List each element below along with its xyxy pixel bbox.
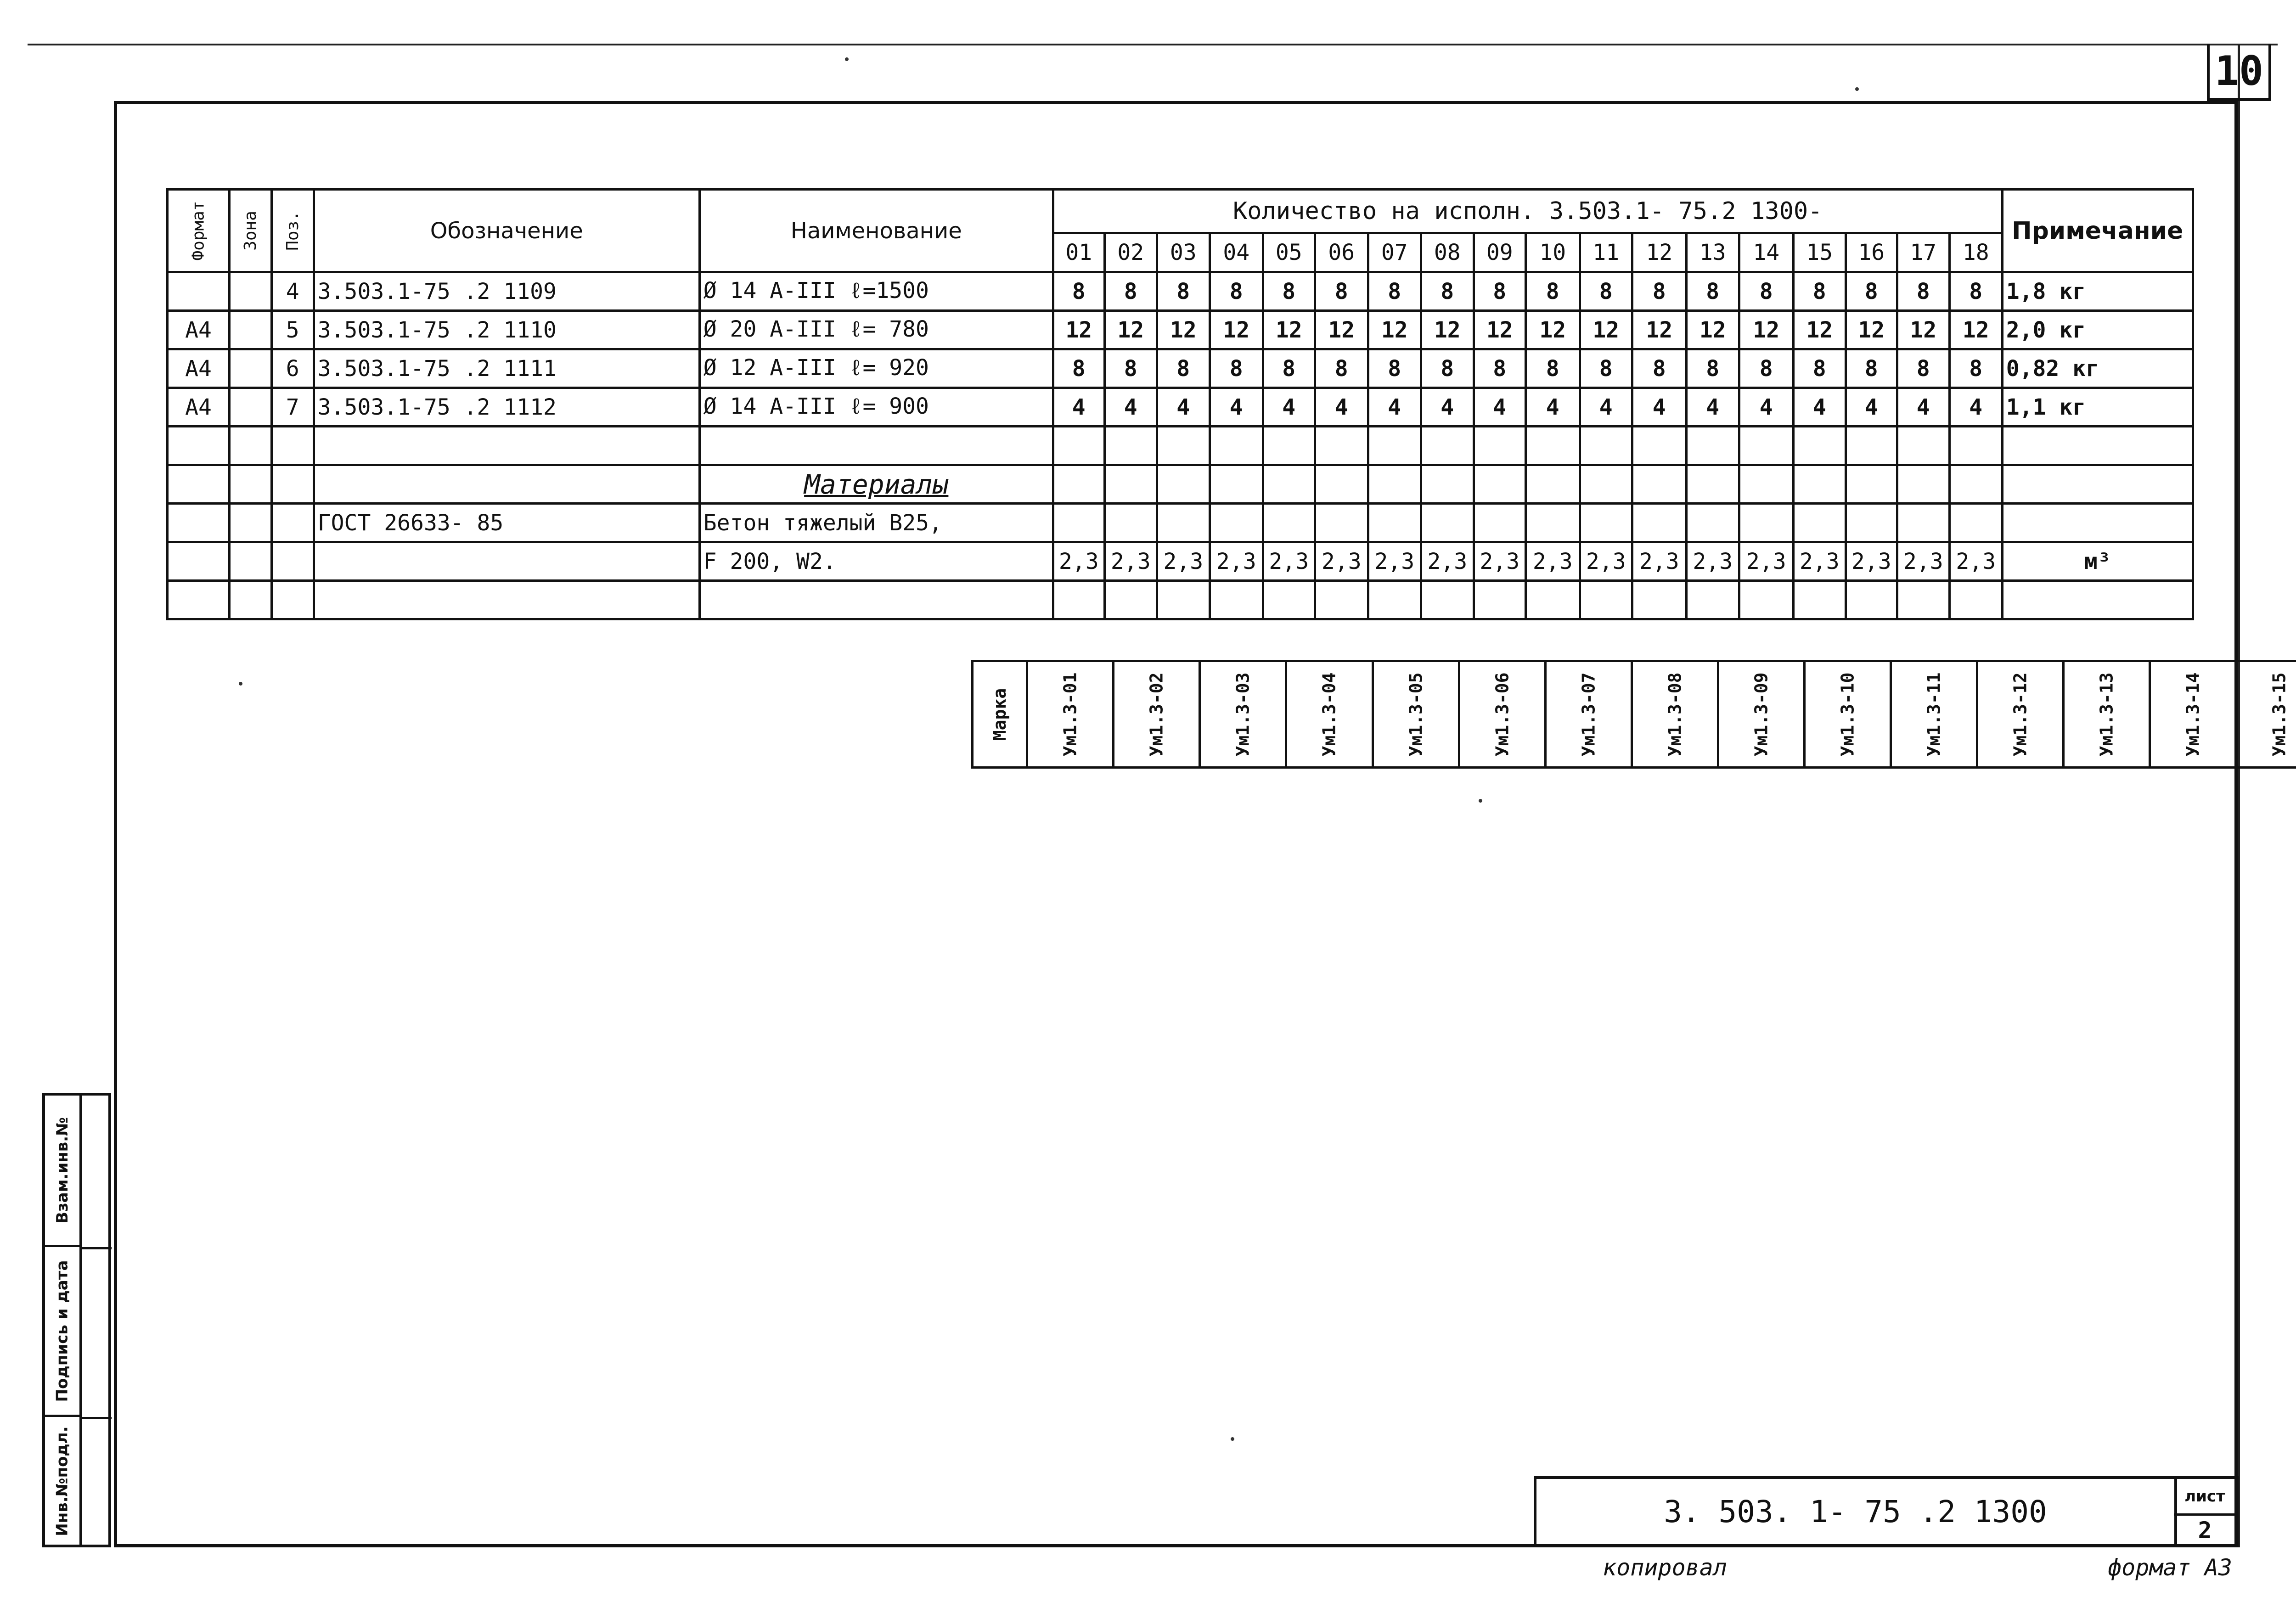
concrete-qty: 2,3 xyxy=(1686,542,1739,581)
cell-qty: 8 xyxy=(1053,272,1104,311)
empty-cell xyxy=(1897,427,1949,465)
marka-table xyxy=(971,660,2296,769)
empty-cell xyxy=(1846,504,1897,542)
variant-header: 09 xyxy=(1474,233,1525,272)
empty-cell xyxy=(1474,465,1525,504)
marka-code: Ум1.3-07 xyxy=(1578,672,1599,757)
variant-header: 15 xyxy=(1793,233,1846,272)
cell-pos: 7 xyxy=(271,388,314,427)
cell-qty: 4 xyxy=(1210,388,1263,427)
empty-cell xyxy=(1315,465,1368,504)
marka-code: Ум1.3-09 xyxy=(1751,672,1772,757)
cell-qty: 4 xyxy=(1580,388,1632,427)
header-pos: Поз. xyxy=(271,190,314,272)
empty-cell xyxy=(1632,465,1686,504)
cell-qty: 4 xyxy=(1632,388,1686,427)
marka-cell xyxy=(1459,661,1545,768)
empty-cell xyxy=(1368,581,1421,619)
empty-cell xyxy=(1368,427,1421,465)
empty-cell xyxy=(1157,504,1210,542)
cell-qty: 4 xyxy=(1793,388,1846,427)
marka-code: Ум1.3-03 xyxy=(1232,672,1253,757)
cell-qty: 12 xyxy=(1525,311,1580,349)
concrete-note: м³ xyxy=(2002,542,2193,581)
cell-name: Ø 14 А-III ℓ=1500 xyxy=(699,272,1053,311)
cell-qty: 4 xyxy=(1739,388,1793,427)
cell-qty: 4 xyxy=(1474,388,1525,427)
empty-cell xyxy=(1053,504,1104,542)
variant-header: 01 xyxy=(1053,233,1104,272)
header-zone: Зона xyxy=(230,190,272,272)
empty-cell xyxy=(1793,465,1846,504)
marka-cell xyxy=(2236,661,2296,768)
cell-qty: 12 xyxy=(1846,311,1897,349)
cell-qty: 12 xyxy=(1157,311,1210,349)
cell-qty: 8 xyxy=(1739,272,1793,311)
empty-cell xyxy=(1157,581,1210,619)
cell-format xyxy=(168,272,230,311)
marka-code: Ум1.3-13 xyxy=(2096,672,2117,757)
marka-cell xyxy=(1804,661,1891,768)
cell-zone xyxy=(230,272,272,311)
empty-cell xyxy=(1580,581,1632,619)
cell-qty: 4 xyxy=(1053,388,1104,427)
concrete-qty: 2,3 xyxy=(1474,542,1525,581)
variant-header: 14 xyxy=(1739,233,1793,272)
cell-qty: 8 xyxy=(1686,349,1739,388)
empty-cell xyxy=(1632,427,1686,465)
header-qty-title: Количество на исполн. 3.503.1- 75.2 1300- xyxy=(1053,190,2002,233)
marka-cell xyxy=(1891,661,1977,768)
empty-cell xyxy=(1053,427,1104,465)
concrete-row-2 xyxy=(168,542,2193,581)
cell-qty: 8 xyxy=(1474,349,1525,388)
variant-header: 02 xyxy=(1104,233,1157,272)
marka-code: Ум1.3-08 xyxy=(1665,672,1685,757)
sheet-number: 2 xyxy=(2198,1517,2212,1544)
cell-qty: 12 xyxy=(1263,311,1315,349)
stamp-divider xyxy=(79,1247,112,1249)
empty-cell xyxy=(1632,504,1686,542)
cell-qty: 8 xyxy=(1315,349,1368,388)
cell-qty: 4 xyxy=(1104,388,1157,427)
cell-qty: 8 xyxy=(1949,272,2002,311)
cell-qty: 8 xyxy=(1846,272,1897,311)
concrete-gost: ГОСТ 26633- 85 xyxy=(314,504,699,542)
empty-cell xyxy=(1315,427,1368,465)
empty-cell xyxy=(1793,504,1846,542)
document-code: 3. 503. 1- 75 .2 1300 xyxy=(1536,1479,2177,1545)
empty-cell xyxy=(1525,581,1580,619)
cell-qty: 12 xyxy=(1210,311,1263,349)
cell-qty: 12 xyxy=(1053,311,1104,349)
cell-qty: 4 xyxy=(1525,388,1580,427)
concrete-qty: 2,3 xyxy=(1368,542,1421,581)
specification-table xyxy=(166,188,2194,620)
empty-cell xyxy=(1368,504,1421,542)
marka-cell xyxy=(1286,661,1373,768)
empty-cell xyxy=(1846,427,1897,465)
cell-qty: 8 xyxy=(1104,272,1157,311)
empty-cell xyxy=(1897,465,1949,504)
cell-designation: 3.503.1-75 .2 1109 xyxy=(314,272,699,311)
cell-qty: 12 xyxy=(1949,311,2002,349)
cell-zone xyxy=(230,388,272,427)
cell-qty: 8 xyxy=(1739,349,1793,388)
concrete-qty: 2,3 xyxy=(1210,542,1263,581)
variant-header: 18 xyxy=(1949,233,2002,272)
scan-speck xyxy=(1479,799,1482,803)
stamp-signature: Подпись и дата xyxy=(45,1247,79,1417)
empty-cell xyxy=(1632,581,1686,619)
marka-cell xyxy=(1977,661,2063,768)
variant-header: 12 xyxy=(1632,233,1686,272)
empty-row xyxy=(168,427,2193,465)
table-row xyxy=(168,349,2193,388)
cell-qty: 8 xyxy=(1210,349,1263,388)
marka-code: Ум1.3-02 xyxy=(1146,672,1167,757)
cell-format: А4 xyxy=(168,388,230,427)
empty-cell xyxy=(1846,581,1897,619)
empty-cell xyxy=(2002,427,2193,465)
cell-qty: 8 xyxy=(1580,272,1632,311)
cell-qty: 8 xyxy=(1368,272,1421,311)
cell-qty: 4 xyxy=(1263,388,1315,427)
cell-qty: 8 xyxy=(1793,349,1846,388)
variant-header: 07 xyxy=(1368,233,1421,272)
header-format: Формат xyxy=(168,190,230,272)
empty-cell xyxy=(1525,465,1580,504)
empty-cell xyxy=(168,427,230,465)
format-label: формат А3 xyxy=(2108,1554,2232,1581)
empty-cell xyxy=(1739,427,1793,465)
header-designation: Обозначение xyxy=(314,190,699,272)
empty-cell xyxy=(1580,465,1632,504)
cell-qty: 4 xyxy=(1949,388,2002,427)
cell-qty: 4 xyxy=(1846,388,1897,427)
cell-note: 2,0 кг xyxy=(2002,311,2193,349)
empty-cell xyxy=(1525,504,1580,542)
empty-cell xyxy=(1104,465,1157,504)
cell-pos: 4 xyxy=(271,272,314,311)
empty-cell xyxy=(2002,504,2193,542)
empty-cell xyxy=(1053,581,1104,619)
empty-cell xyxy=(1368,465,1421,504)
concrete-qty: 2,3 xyxy=(1793,542,1846,581)
marka-code: Ум1.3-01 xyxy=(1060,672,1080,757)
table-row xyxy=(168,388,2193,427)
cell-pos: 5 xyxy=(271,311,314,349)
empty-cell xyxy=(1053,465,1104,504)
concrete-qty: 2,3 xyxy=(1949,542,2002,581)
empty-cell xyxy=(1210,427,1263,465)
cell-qty: 8 xyxy=(1315,272,1368,311)
empty-cell xyxy=(1474,504,1525,542)
empty-cell xyxy=(1949,427,2002,465)
cell-qty: 8 xyxy=(1632,349,1686,388)
cell-qty: 8 xyxy=(1525,349,1580,388)
cell-designation: 3.503.1-75 .2 1110 xyxy=(314,311,699,349)
empty-cell xyxy=(1263,504,1315,542)
right-border-line xyxy=(2238,44,2240,1547)
empty-cell xyxy=(1157,427,1210,465)
cell-qty: 8 xyxy=(1263,272,1315,311)
stamp-inv-podl: Инв.№подл. xyxy=(53,1426,72,1536)
cell-qty: 12 xyxy=(1104,311,1157,349)
cell-designation: 3.503.1-75 .2 1111 xyxy=(314,349,699,388)
cell-note: 0,82 кг xyxy=(2002,349,2193,388)
empty-row xyxy=(168,581,2193,619)
cell-qty: 8 xyxy=(1157,272,1210,311)
cell-qty: 8 xyxy=(1157,349,1210,388)
cell-qty: 8 xyxy=(1632,272,1686,311)
marka-code: Ум1.3-04 xyxy=(1319,672,1339,757)
marka-code: Ум1.3-10 xyxy=(1837,672,1858,757)
cell-qty: 12 xyxy=(1897,311,1949,349)
empty-cell xyxy=(1210,504,1263,542)
cell-qty: 12 xyxy=(1421,311,1474,349)
cell-name: Ø 12 А-III ℓ= 920 xyxy=(699,349,1053,388)
marka-label: Марка xyxy=(990,688,1010,741)
concrete-qty: 2,3 xyxy=(1846,542,1897,581)
copied-by-label: копировал xyxy=(1603,1554,1727,1581)
empty-cell xyxy=(1421,465,1474,504)
cell-qty: 8 xyxy=(1474,272,1525,311)
variant-header: 16 xyxy=(1846,233,1897,272)
concrete-qty: 2,3 xyxy=(1053,542,1104,581)
cell-qty: 12 xyxy=(1632,311,1686,349)
cell-qty: 8 xyxy=(1793,272,1846,311)
sheet-corner-number: 10 xyxy=(2207,44,2271,101)
empty-cell xyxy=(1315,581,1368,619)
table-row xyxy=(168,272,2193,311)
variant-header: 13 xyxy=(1686,233,1739,272)
cell-qty: 4 xyxy=(1421,388,1474,427)
empty-cell xyxy=(1525,427,1580,465)
marka-code: Ум1.3-15 xyxy=(2269,672,2290,757)
empty-cell xyxy=(1157,465,1210,504)
empty-cell xyxy=(1210,581,1263,619)
materials-heading: Материалы xyxy=(804,468,949,500)
empty-cell xyxy=(1949,465,2002,504)
empty-cell xyxy=(271,427,314,465)
empty-cell xyxy=(1580,504,1632,542)
cell-name: Ø 20 А-III ℓ= 780 xyxy=(699,311,1053,349)
scan-speck xyxy=(845,57,849,61)
marka-row xyxy=(973,661,2296,768)
marka-cell xyxy=(1027,661,1114,768)
empty-cell xyxy=(2002,465,2193,504)
cell-qty: 8 xyxy=(1846,349,1897,388)
cell-note: 1,8 кг xyxy=(2002,272,2193,311)
variant-header: 05 xyxy=(1263,233,1315,272)
concrete-qty: 2,3 xyxy=(1263,542,1315,581)
empty-cell xyxy=(1793,427,1846,465)
concrete-qty: 2,3 xyxy=(1421,542,1474,581)
variant-header: 11 xyxy=(1580,233,1632,272)
cell-pos: 6 xyxy=(271,349,314,388)
empty-cell xyxy=(1421,581,1474,619)
header-note: Примечание xyxy=(2002,190,2193,272)
marka-cell xyxy=(1632,661,1718,768)
cell-qty: 8 xyxy=(1897,272,1949,311)
empty-cell xyxy=(1421,504,1474,542)
left-stamp xyxy=(42,1093,111,1547)
cell-qty: 4 xyxy=(1686,388,1739,427)
variant-header: 03 xyxy=(1157,233,1210,272)
sheet-label: лист xyxy=(2174,1479,2236,1516)
cell-zone xyxy=(230,311,272,349)
empty-cell xyxy=(1210,465,1263,504)
stamp-divider xyxy=(79,1417,112,1419)
empty-cell xyxy=(1263,465,1315,504)
marka-cell xyxy=(2063,661,2150,768)
cell-name: Ø 14 А-III ℓ= 900 xyxy=(699,388,1053,427)
marka-code: Ум1.3-11 xyxy=(1924,672,1944,757)
concrete-qty: 2,3 xyxy=(1632,542,1686,581)
marka-code: Ум1.3-06 xyxy=(1492,672,1513,757)
empty-cell xyxy=(230,427,272,465)
concrete-line2: F 200, W2. xyxy=(699,542,1053,581)
empty-cell xyxy=(1686,465,1739,504)
cell-qty: 8 xyxy=(1053,349,1104,388)
cell-qty: 12 xyxy=(1686,311,1739,349)
header-name: Наименование xyxy=(699,190,1053,272)
top-border-line xyxy=(28,44,2278,45)
empty-cell xyxy=(1739,581,1793,619)
concrete-qty: 2,3 xyxy=(1315,542,1368,581)
cell-qty: 8 xyxy=(1263,349,1315,388)
cell-qty: 8 xyxy=(1368,349,1421,388)
variant-header: 04 xyxy=(1210,233,1263,272)
cell-qty: 8 xyxy=(1580,349,1632,388)
empty-cell xyxy=(1897,581,1949,619)
concrete-qty: 2,3 xyxy=(1580,542,1632,581)
cell-qty: 8 xyxy=(1210,272,1263,311)
cell-qty: 4 xyxy=(1315,388,1368,427)
empty-cell xyxy=(1580,427,1632,465)
empty-cell xyxy=(1686,427,1739,465)
marka-cell xyxy=(1200,661,1286,768)
marka-code: Ум1.3-14 xyxy=(2183,672,2203,757)
variant-header: 17 xyxy=(1897,233,1949,272)
variant-header: 08 xyxy=(1421,233,1474,272)
marka-cell xyxy=(1114,661,1200,768)
cell-qty: 8 xyxy=(1525,272,1580,311)
materials-row xyxy=(168,465,2193,504)
marka-code: Ум1.3-05 xyxy=(1406,672,1426,757)
concrete-qty: 2,3 xyxy=(1525,542,1580,581)
marka-cell xyxy=(2150,661,2236,768)
cell-designation: 3.503.1-75 .2 1112 xyxy=(314,388,699,427)
cell-qty: 8 xyxy=(1897,349,1949,388)
cell-qty: 12 xyxy=(1793,311,1846,349)
empty-cell xyxy=(699,427,1053,465)
concrete-qty: 2,3 xyxy=(1104,542,1157,581)
cell-qty: 12 xyxy=(1474,311,1525,349)
scan-speck xyxy=(1231,1437,1234,1441)
cell-qty: 8 xyxy=(1421,272,1474,311)
cell-format: А4 xyxy=(168,311,230,349)
concrete-line1: Бетон тяжелый В25, xyxy=(699,504,1053,542)
empty-cell xyxy=(1474,581,1525,619)
empty-cell xyxy=(1846,465,1897,504)
empty-cell xyxy=(1263,581,1315,619)
cell-qty: 12 xyxy=(1368,311,1421,349)
empty-cell xyxy=(314,427,699,465)
stamp-vzam: Взам.инв.№ xyxy=(45,1096,79,1247)
empty-cell xyxy=(1949,581,2002,619)
cell-qty: 8 xyxy=(1686,272,1739,311)
empty-cell xyxy=(1686,504,1739,542)
empty-cell xyxy=(1421,427,1474,465)
marka-code: Ум1.3-12 xyxy=(2010,672,2031,757)
cell-format: А4 xyxy=(168,349,230,388)
empty-cell xyxy=(1897,504,1949,542)
marka-cell xyxy=(1373,661,1459,768)
empty-cell xyxy=(1686,581,1739,619)
cell-qty: 8 xyxy=(1421,349,1474,388)
concrete-qty: 2,3 xyxy=(1897,542,1949,581)
empty-cell xyxy=(1104,581,1157,619)
cell-qty: 4 xyxy=(1897,388,1949,427)
variant-header: 06 xyxy=(1315,233,1368,272)
cell-qty: 12 xyxy=(1739,311,1793,349)
title-block xyxy=(1534,1476,2239,1547)
empty-cell xyxy=(1949,504,2002,542)
concrete-qty: 2,3 xyxy=(1157,542,1210,581)
scan-speck xyxy=(1855,87,1859,91)
table-row xyxy=(168,311,2193,349)
empty-cell xyxy=(1315,504,1368,542)
concrete-row-1 xyxy=(168,504,2193,542)
marka-label-cell xyxy=(973,661,1027,768)
marka-cell xyxy=(1545,661,1632,768)
cell-qty: 8 xyxy=(1104,349,1157,388)
cell-zone xyxy=(230,349,272,388)
empty-cell xyxy=(1474,427,1525,465)
empty-cell xyxy=(1739,465,1793,504)
cell-qty: 4 xyxy=(1368,388,1421,427)
marka-cell xyxy=(1718,661,1804,768)
cell-qty: 4 xyxy=(1157,388,1210,427)
empty-cell xyxy=(1263,427,1315,465)
empty-cell xyxy=(1739,504,1793,542)
empty-cell xyxy=(1104,427,1157,465)
empty-cell xyxy=(2002,581,2193,619)
cell-qty: 12 xyxy=(1315,311,1368,349)
cell-qty: 8 xyxy=(1949,349,2002,388)
empty-cell xyxy=(1104,504,1157,542)
cell-qty: 12 xyxy=(1580,311,1632,349)
empty-cell xyxy=(1793,581,1846,619)
variant-header: 10 xyxy=(1525,233,1580,272)
cell-note: 1,1 кг xyxy=(2002,388,2193,427)
concrete-qty: 2,3 xyxy=(1739,542,1793,581)
scan-speck xyxy=(239,682,242,686)
